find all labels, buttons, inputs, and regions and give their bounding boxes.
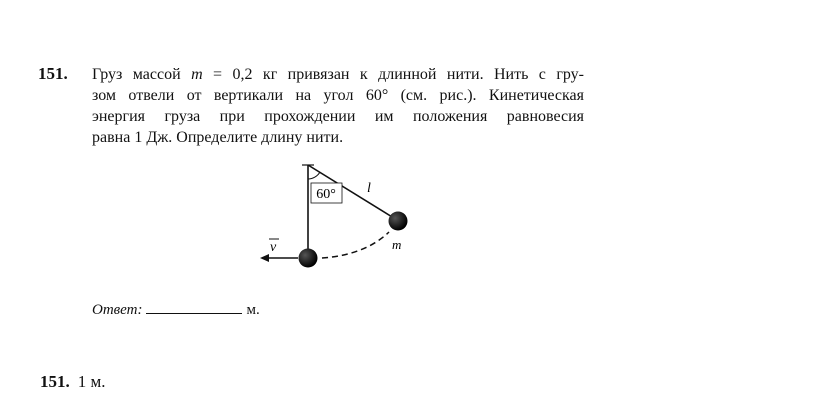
trajectory-arc (322, 232, 389, 258)
text-part: Груз массой (92, 66, 192, 83)
problem-line-3 (92, 106, 584, 127)
mass-label: m (392, 237, 402, 252)
angle-arc (308, 172, 320, 179)
ball-deflected (389, 212, 408, 231)
text-part: зом отвели от вертикали на угол 60° (см. рис.). Кинетическая (92, 87, 584, 104)
problem-line-1 (92, 64, 584, 85)
ball-equilibrium (299, 249, 318, 268)
problem-line-2 (92, 85, 584, 106)
problem-text (92, 64, 584, 148)
angle-label: 60° (316, 187, 336, 202)
problem-number: 151. (38, 64, 68, 83)
answer-unit: м. (246, 302, 260, 318)
pendulum-figure (250, 160, 430, 280)
text-part: равна 1 Дж. Определите длину нити. (92, 129, 344, 146)
answer-label: Ответ: (92, 302, 143, 318)
problem-line-4 (92, 127, 584, 148)
string-label: l (367, 181, 371, 196)
velocity-arrowhead (260, 254, 269, 262)
answer-line (92, 299, 260, 319)
text-part: = 0,2 кг привязан к длинной нити. Нить с гру- (202, 66, 585, 83)
solution (40, 372, 106, 392)
velocity-label: v (270, 240, 277, 255)
mass-symbol: m (191, 66, 203, 83)
answer-blank[interactable] (146, 299, 242, 314)
solution-number: 151. (40, 372, 70, 391)
text-part: энергия груза при прохождении им положения равновесия (92, 108, 584, 125)
solution-value: 1 м. (77, 372, 106, 391)
